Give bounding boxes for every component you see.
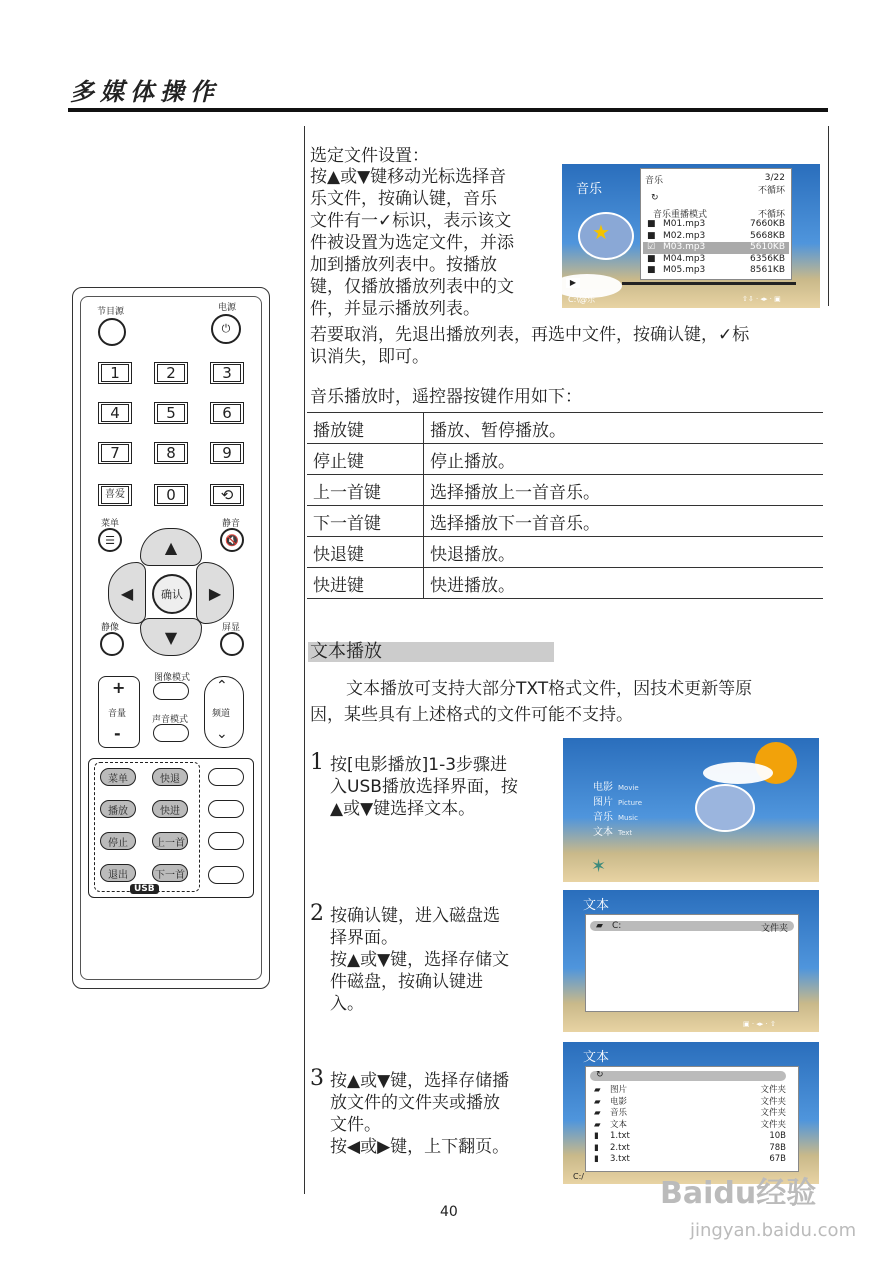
intro-text xyxy=(310,166,545,320)
usb-menu-screenshot xyxy=(563,738,819,882)
checkbox-icon[interactable]: ■ xyxy=(647,219,656,229)
key-function: 选择播放上一首音乐。 xyxy=(424,475,824,506)
key-function: 选择播放下一首音乐。 xyxy=(424,506,824,537)
item-info: 文件夹 xyxy=(760,1085,786,1095)
menu-item-label: 图片 xyxy=(593,797,613,808)
key-function: 快退播放。 xyxy=(424,537,824,568)
item-info: 文件夹 xyxy=(760,1096,786,1107)
file-size: 7660KB xyxy=(750,219,785,229)
item-info: 文件夹 xyxy=(760,1108,786,1118)
item-name: 3.txt xyxy=(610,1154,630,1164)
menu-item-en: Picture xyxy=(618,799,643,807)
favorite-button[interactable]: 喜爱 xyxy=(98,484,132,506)
file-size: 8561KB xyxy=(750,265,785,275)
extra-button[interactable] xyxy=(208,768,244,786)
volume-up[interactable]: + xyxy=(112,678,126,697)
list-item[interactable] xyxy=(592,1120,790,1132)
list-item[interactable] xyxy=(592,1143,790,1155)
step-line: 文件。 xyxy=(330,1115,381,1135)
file-name: M03.mp3 xyxy=(663,242,706,252)
checkbox-icon[interactable]: ■ xyxy=(647,253,656,264)
music-title: 音乐 xyxy=(576,182,603,197)
digit-8-button[interactable]: 8 xyxy=(154,442,188,464)
step-line: 放文件的文件夹或播放 xyxy=(330,1093,500,1113)
power-icon: ⏻ xyxy=(221,322,231,335)
key-function: 停止播放。 xyxy=(424,444,824,475)
item-name: 文本 xyxy=(610,1119,628,1130)
file-icon: ▮ xyxy=(594,1131,599,1141)
table-row xyxy=(307,537,823,568)
step-line: 择界面。 xyxy=(330,928,398,948)
menu-label: 菜单 xyxy=(101,519,120,529)
step-line: 按◀或▶键，上下翻页。 xyxy=(330,1137,510,1157)
folder-screen-title: 文本 xyxy=(583,1050,610,1065)
menu-item[interactable] xyxy=(593,778,642,793)
menu-item[interactable] xyxy=(593,823,642,838)
list-item[interactable] xyxy=(643,242,789,254)
power-label: 电源 xyxy=(218,303,237,313)
back-icon[interactable]: ↻ xyxy=(651,193,659,203)
table-row xyxy=(307,568,823,599)
table-row xyxy=(307,475,823,506)
hint-icons: ⇧⇩ · ◂▸ · ▣ xyxy=(742,295,781,303)
sound-mode-label: 声音模式 xyxy=(152,715,189,725)
list-item[interactable] xyxy=(643,219,789,231)
picture-mode-label: 图像模式 xyxy=(154,673,191,683)
display-label: 屏显 xyxy=(222,623,241,633)
item-info: 10B xyxy=(769,1131,786,1141)
intro-line: 键，仅播放播放列表中的文 xyxy=(310,277,514,297)
still-label: 静像 xyxy=(101,623,120,633)
progress-bar[interactable] xyxy=(622,282,796,285)
digit-3-button[interactable]: 3 xyxy=(210,362,244,384)
item-info: 67B xyxy=(769,1154,786,1164)
channel-down-icon[interactable]: ⌄ xyxy=(216,726,228,742)
display-button[interactable] xyxy=(220,632,244,656)
step-2-text xyxy=(330,905,545,1015)
folder-icon: ▰ xyxy=(594,1108,601,1118)
recall-icon: ⟲ xyxy=(213,486,241,504)
still-button[interactable] xyxy=(100,632,124,656)
menu-item-en: Movie xyxy=(618,784,639,792)
file-name: M02.mp3 xyxy=(663,230,706,241)
power-button[interactable] xyxy=(211,314,241,344)
usb-badge: USB xyxy=(130,884,159,894)
menu-item[interactable] xyxy=(593,808,642,823)
file-icon: ▮ xyxy=(594,1154,599,1164)
left-arrow-icon: ◀ xyxy=(120,583,134,603)
digit-7-button[interactable]: 7 xyxy=(98,442,132,464)
down-arrow-icon: ▼ xyxy=(164,627,178,647)
step-3-text xyxy=(330,1070,545,1158)
step-line: 按[电影播放]1-3步骤进 xyxy=(330,755,508,775)
back-icon[interactable]: ↻ xyxy=(596,1070,604,1080)
key-name: 快退键 xyxy=(307,537,424,568)
mute-label: 静音 xyxy=(222,519,241,529)
list-item[interactable] xyxy=(643,265,789,277)
digit-2-button[interactable]: 2 xyxy=(154,362,188,384)
list-item[interactable] xyxy=(592,1085,790,1097)
key-function: 快进播放。 xyxy=(424,568,824,599)
picture-mode-button[interactable] xyxy=(153,682,189,700)
item-info: 78B xyxy=(769,1142,786,1153)
file-name: M05.mp3 xyxy=(663,265,706,275)
source-label: 节目源 xyxy=(97,307,125,317)
intro-line: 乐文件，按确认键，音乐 xyxy=(310,189,497,209)
menu-item-label: 文本 xyxy=(593,827,613,838)
disk-select-screenshot xyxy=(563,890,819,1032)
step-line: 按▲或▼键，选择存储文 xyxy=(330,950,510,970)
intro-line: 文件有一✓标识，表示该文 xyxy=(310,211,512,231)
item-name: 图片 xyxy=(610,1085,628,1095)
right-arrow-icon: ▶ xyxy=(208,583,222,603)
intro-line: 件，并显示播放列表。 xyxy=(310,299,480,319)
list-item[interactable] xyxy=(592,1131,790,1143)
media-button[interactable]: 上一首 xyxy=(152,832,188,850)
digit-0-button[interactable]: 0 xyxy=(154,484,188,506)
list-item[interactable] xyxy=(592,1154,790,1166)
drive-name[interactable]: C: xyxy=(612,921,622,931)
recall-button[interactable] xyxy=(210,484,244,506)
intro-line: 按▲或▼键移动光标选择音 xyxy=(310,167,507,187)
mute-button[interactable] xyxy=(220,528,244,552)
intro-heading: 选定文件设置： xyxy=(310,146,429,166)
menu-button[interactable] xyxy=(98,528,122,552)
column-divider xyxy=(304,126,305,1194)
disk-screen-title: 文本 xyxy=(583,898,610,913)
file-size: 5668KB xyxy=(750,230,785,241)
step-line: ▲或▼键选择文本。 xyxy=(330,799,476,819)
digit-9-button[interactable]: 9 xyxy=(210,442,244,464)
item-name: 1.txt xyxy=(610,1131,630,1141)
step-number: 1 xyxy=(310,750,324,775)
right-rule xyxy=(828,126,829,306)
star-icon: ★ xyxy=(592,220,610,244)
step-line: 按▲或▼键，选择存储播 xyxy=(330,1071,510,1091)
watermark-brand: Baidu经验 xyxy=(660,1176,817,1211)
key-name: 停止键 xyxy=(307,444,424,475)
menu-item[interactable] xyxy=(593,793,642,808)
section-desc-2: 因，某些具有上述格式的文件可能不支持。 xyxy=(310,705,633,725)
key-name: 下一首键 xyxy=(307,506,424,537)
folder-icon: ▰ xyxy=(594,1119,601,1130)
volume-label: 音量 xyxy=(108,709,127,719)
digit-6-button[interactable]: 6 xyxy=(210,402,244,424)
step-line: 按确认键，进入磁盘选 xyxy=(330,906,500,926)
music-loop: 不循环 xyxy=(757,186,785,196)
play-icon[interactable]: ▶ xyxy=(566,278,580,288)
hint-icons: ▣ · ◂▸ · ⇧ xyxy=(743,1020,776,1028)
file-size: 6356KB xyxy=(750,253,785,264)
keys-intro: 音乐播放时，遥控器按键作用如下： xyxy=(310,387,582,407)
digit-4-button[interactable]: 4 xyxy=(98,402,132,424)
cancel-line-1: 若要取消，先退出播放列表，再选中文件，按确认键，✓标 xyxy=(310,325,750,345)
section-title: 文本播放 xyxy=(308,642,554,662)
folder-list-screenshot xyxy=(563,1042,819,1184)
digit-5-button[interactable]: 5 xyxy=(154,402,188,424)
sound-mode-button[interactable] xyxy=(153,724,189,742)
list-item[interactable] xyxy=(643,254,789,266)
intro-line: 件被设置为选定文件，并添 xyxy=(310,233,514,253)
media-button[interactable]: 快退 xyxy=(152,768,188,786)
item-name: 音乐 xyxy=(610,1108,628,1118)
checkbox-checked-icon[interactable]: ☑ xyxy=(647,242,656,252)
folder-icon: ▰ xyxy=(596,921,603,931)
file-icon: ▮ xyxy=(594,1142,599,1153)
music-list-label: 音乐 xyxy=(645,176,664,186)
music-path: C:\@乐 xyxy=(568,295,595,304)
checkbox-icon[interactable]: ■ xyxy=(647,265,656,275)
file-name: M01.mp3 xyxy=(663,219,706,229)
checkbox-icon[interactable]: ■ xyxy=(647,230,656,241)
music-count: 3/22 xyxy=(764,173,785,183)
channel-label: 频道 xyxy=(212,709,231,719)
intro-line: 加到播放列表中。按播放 xyxy=(310,255,497,275)
list-item[interactable] xyxy=(643,231,789,243)
drive-type: 文件夹 xyxy=(760,924,788,934)
file-size: 5610KB xyxy=(750,242,785,252)
extra-button[interactable] xyxy=(208,800,244,818)
digit-1-button[interactable]: 1 xyxy=(98,362,132,384)
section-desc-1: 文本播放可支持大部分TXT格式文件，因技术更新等原 xyxy=(346,679,753,699)
media-button[interactable]: 播放 xyxy=(100,800,136,818)
folder-path: C:/ xyxy=(573,1172,584,1181)
item-info: 文件夹 xyxy=(760,1119,786,1130)
disc-icon xyxy=(695,784,755,832)
key-name: 上一首键 xyxy=(307,475,424,506)
header-rule xyxy=(68,108,828,112)
page-number: 40 xyxy=(440,1204,458,1220)
music-screenshot xyxy=(562,164,820,308)
list-item[interactable] xyxy=(592,1097,790,1109)
file-name: M04.mp3 xyxy=(663,253,706,264)
keys-table xyxy=(307,412,823,599)
menu-item-en: Text xyxy=(618,829,633,837)
volume-down[interactable]: - xyxy=(114,724,121,743)
step-line: 件磁盘，按确认键进 xyxy=(330,972,483,992)
repeat-mode-value: 不循环 xyxy=(757,210,785,220)
table-row xyxy=(307,506,823,537)
item-name: 2.txt xyxy=(610,1142,630,1153)
up-arrow-icon: ▲ xyxy=(164,537,178,557)
key-name: 快进键 xyxy=(307,568,424,599)
channel-up-icon[interactable]: ⌃ xyxy=(216,678,228,694)
table-row xyxy=(307,444,823,475)
menu-item-en: Music xyxy=(618,814,638,822)
starfish-icon: ✶ xyxy=(591,856,607,877)
repeat-mode-label: 音乐重播模式 xyxy=(653,210,708,220)
watermark-url: jingyan.baidu.com xyxy=(690,1220,857,1241)
media-button[interactable]: 退出 xyxy=(100,864,136,882)
media-button[interactable]: 下一首 xyxy=(152,864,188,882)
list-item[interactable] xyxy=(592,1108,790,1120)
cancel-line-2: 识消失，即可。 xyxy=(310,347,429,367)
step-1-text xyxy=(330,754,545,820)
extra-button[interactable] xyxy=(208,866,244,884)
media-button[interactable]: 菜单 xyxy=(100,768,136,786)
step-line: 入。 xyxy=(330,994,364,1014)
source-button[interactable] xyxy=(98,318,126,346)
extra-button[interactable] xyxy=(208,832,244,850)
menu-item-label: 音乐 xyxy=(593,812,613,823)
folder-icon: ▰ xyxy=(594,1085,601,1095)
key-function: 播放、暂停播放。 xyxy=(424,413,824,444)
step-number: 3 xyxy=(310,1066,324,1091)
step-line: 入USB播放选择界面，按 xyxy=(330,777,518,797)
media-button[interactable]: 快进 xyxy=(152,800,188,818)
key-name: 播放键 xyxy=(307,413,424,444)
media-button[interactable]: 停止 xyxy=(100,832,136,850)
table-row xyxy=(307,413,823,444)
ok-button[interactable]: 确认 xyxy=(152,574,192,614)
page-title: 多媒体操作 xyxy=(70,77,220,106)
menu-item-label: 电影 xyxy=(593,782,613,793)
speaker-mute-icon: 🔇 xyxy=(225,533,239,547)
item-name: 电影 xyxy=(610,1096,628,1107)
folder-icon: ▰ xyxy=(594,1096,601,1107)
list-icon: ☰ xyxy=(105,533,115,547)
step-number: 2 xyxy=(310,901,324,926)
